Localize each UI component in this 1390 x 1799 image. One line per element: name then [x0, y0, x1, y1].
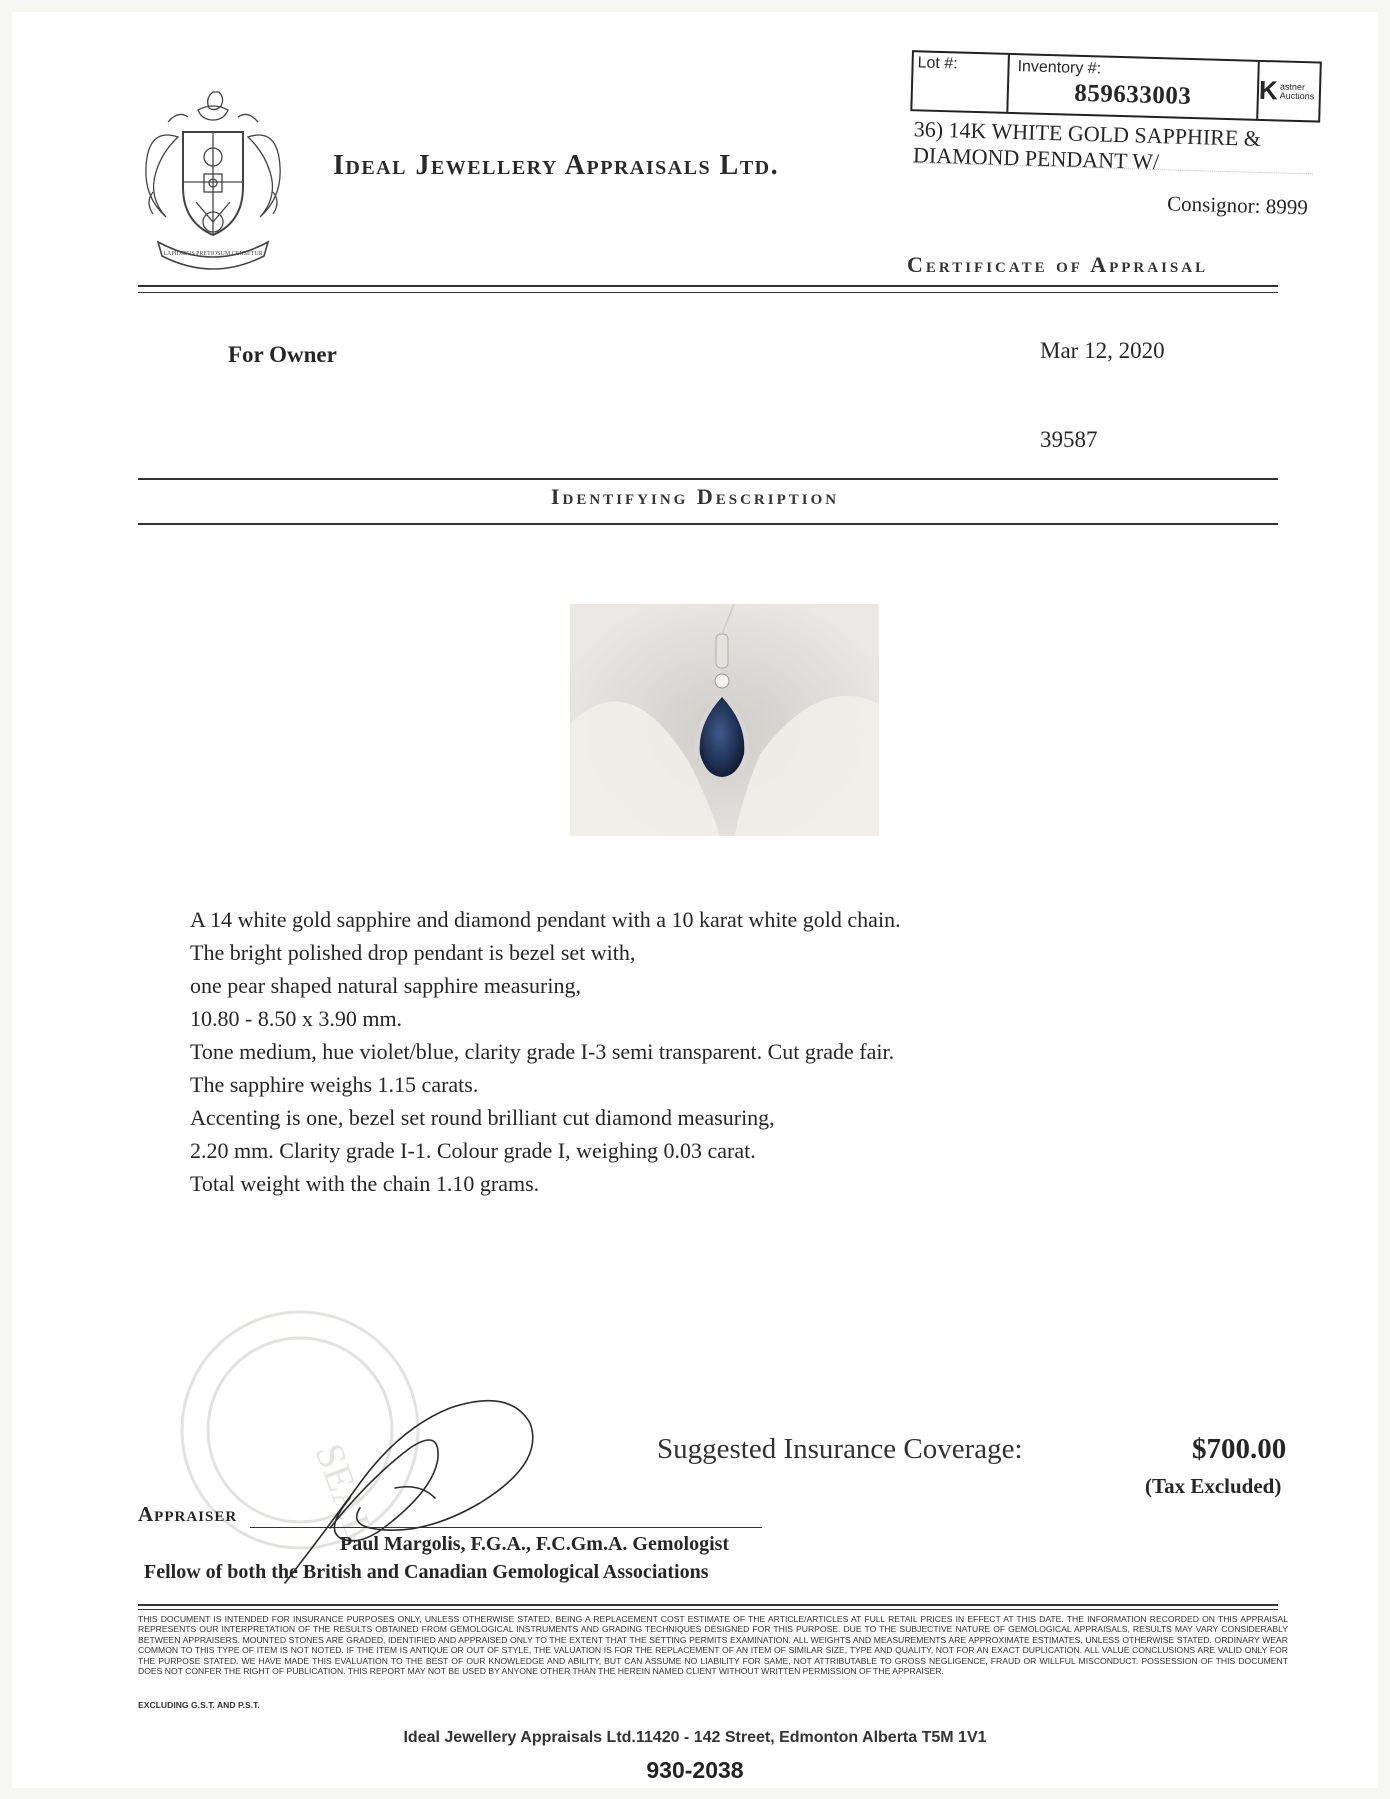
logo-text: astner Auctions — [1279, 80, 1315, 101]
item-description — [190, 903, 901, 1200]
inventory-label: Inventory #: — [1017, 58, 1102, 78]
appraisal-reference-number: 39587 — [1040, 427, 1098, 452]
svg-text:LAPIDIBUS PRETIOSUM CENSETUR: LAPIDIBUS PRETIOSUM CENSETUR — [163, 251, 263, 257]
section-title: Identifying Description — [550, 484, 840, 509]
appraisal-date: Mar 12, 2020 — [1040, 338, 1165, 363]
description-line: Tone medium, hue violet/blue, clarity grade I-3 semi transparent. Cut grade fair. — [190, 1039, 895, 1064]
lot-number-cell — [912, 52, 1010, 112]
footer-address: Ideal Jewellery Appraisals Ltd.11420 - 142 Street, Edmonton Alberta T5M 1V1 — [403, 1729, 987, 1746]
description-line: The sapphire weighs 1.15 carats. — [190, 1072, 479, 1097]
auction-lot-label — [901, 50, 1326, 247]
tax-excluded-note: (Tax Excluded) — [1145, 1474, 1282, 1498]
owner-label: For Owner — [228, 342, 337, 367]
insurance-coverage-label: Suggested Insurance Coverage: — [657, 1433, 1023, 1465]
appraiser-label: Appraiser — [138, 1502, 238, 1526]
pendant-photo — [570, 604, 879, 836]
consignor-number: Consignor: 8999 — [1166, 191, 1309, 220]
description-line: Accenting is one, bezel set round brilliant cut diamond measuring, — [190, 1105, 775, 1130]
appraiser-signature — [210, 1388, 570, 1598]
lot-number-label: Lot #: — [917, 54, 958, 73]
lot-title-line-2: DIAMOND PENDANT W/ — [912, 142, 1160, 175]
tax-exclusion-note: EXCLUDING G.S.T. AND P.S.T. — [138, 1700, 260, 1710]
inventory-cell — [1008, 55, 1259, 119]
logo-letter: K — [1258, 74, 1279, 106]
coat-of-arms-crest — [138, 82, 288, 277]
insurance-coverage-amount: $700.00 — [1192, 1433, 1287, 1465]
company-name: Ideal Jewellery Appraisals Ltd. — [333, 150, 780, 181]
description-line: A 14 white gold sapphire and diamond pendant with a 10 karat white gold chain. — [190, 907, 901, 932]
description-line: 2.20 mm. Clarity grade I-1. Colour grade I, weighing 0.03 carat. — [190, 1138, 756, 1163]
certificate-title: Certificate of Appraisal — [907, 252, 1209, 277]
header-rule — [138, 285, 1278, 293]
lot-title — [913, 116, 1314, 179]
description-line: Total weight with the chain 1.10 grams. — [190, 1171, 540, 1196]
lot-inventory-table — [910, 50, 1322, 122]
svg-text:SEAL: SEAL — [306, 1437, 384, 1548]
lot-title-line-1: 36) 14K WHITE GOLD SAPPHIRE & — [913, 116, 1262, 151]
description-line: The bright polished drop pendant is bezel set with, — [190, 940, 636, 965]
auction-house-logo — [1258, 62, 1320, 121]
inventory-number: 859633003 — [1073, 79, 1192, 110]
section-bottom-rule — [138, 523, 1278, 525]
description-line: 10.80 - 8.50 x 3.90 mm. — [190, 1006, 403, 1031]
section-top-rule — [138, 478, 1278, 480]
appraiser-name: Paul Margolis, F.G.A., F.C.Gm.A. Gemologist — [340, 1533, 730, 1555]
legal-disclaimer: THIS DOCUMENT IS INTENDED FOR INSURANCE PURPOSES ONLY, UNLESS OTHERWISE STATED, BEING A REPLACEMENT COST ESTIMATE OF THE ARTICLE/ARTICLES AT FULL RETAIL PRICES IN EFFECT AT THIS DATE. THE INFORMATION RECORDED ON THIS APPRAISAL REPRESENTS OUR INTERPRETATION OF THE RESULTS OBTAINED FROM GEMOLOGICAL INSTRUMENTS AND GRADING TECHNIQUES DESIGNED FOR THIS PURPOSE. DUE TO THE SUBJECTIVE NATURE OF GEMOLOGICAL APPRAISALS, RESULTS MAY VARY CONSIDERABLY BETWEEN APPRAISERS. MOUNTED STONES ARE GRADED, IDENTIFIED AND APPRAISED ONLY TO THE EXTENT THAT THE SETTING PERMITS EXAMINATION. ALL WEIGHTS AND MEASUREMENTS ARE APPROXIMATE ESTIMATES, UNLESS OTHERWISE STATED. ORDINARY WEAR COMMON TO THIS TYPE OF ITEM IS NOT NOTED. IF THE ITEM IS ANTIQUE OR OUT OF STYLE, THE VALUATION IS FOR THE REPLACEMENT OF AN ITEM OF SIMILAR SIZE, TYPE AND QUALITY, NOT FOR AN EXACT DUPLICATION. ALL VALUE CONCLUSIONS ARE VALID ONLY FOR THE PURPOSE STATED. WE HAVE MADE THIS EVALUATION TO THE BEST OF OUR KNOWLEDGE AND ABILITY, BUT CAN ASSUME NO LIABILITY FOR SAME, NOT ATTRIBUTABLE TO GROSS NEGLIGENCE, FRAUD OR WILLFUL MISCONDUCT. POSSESSION OF THIS DOCUMENT DOES NOT CONFER THE RIGHT OF PUBLICATION. THIS REPORT MAY NOT BE USED BY ANYONE OTHER THAN THE HEREIN NAMED CLIENT WITHOUT WRITTEN PERMISSION OF THE APPRAISER. — [138, 1614, 1288, 1677]
footer-rule — [138, 1604, 1278, 1610]
footer-phone: 930-2038 — [646, 1757, 744, 1783]
description-line: one pear shaped natural sapphire measuring, — [190, 973, 581, 998]
appraiser-fellowship: Fellow of both the British and Canadian Gemological Associations — [144, 1561, 709, 1583]
